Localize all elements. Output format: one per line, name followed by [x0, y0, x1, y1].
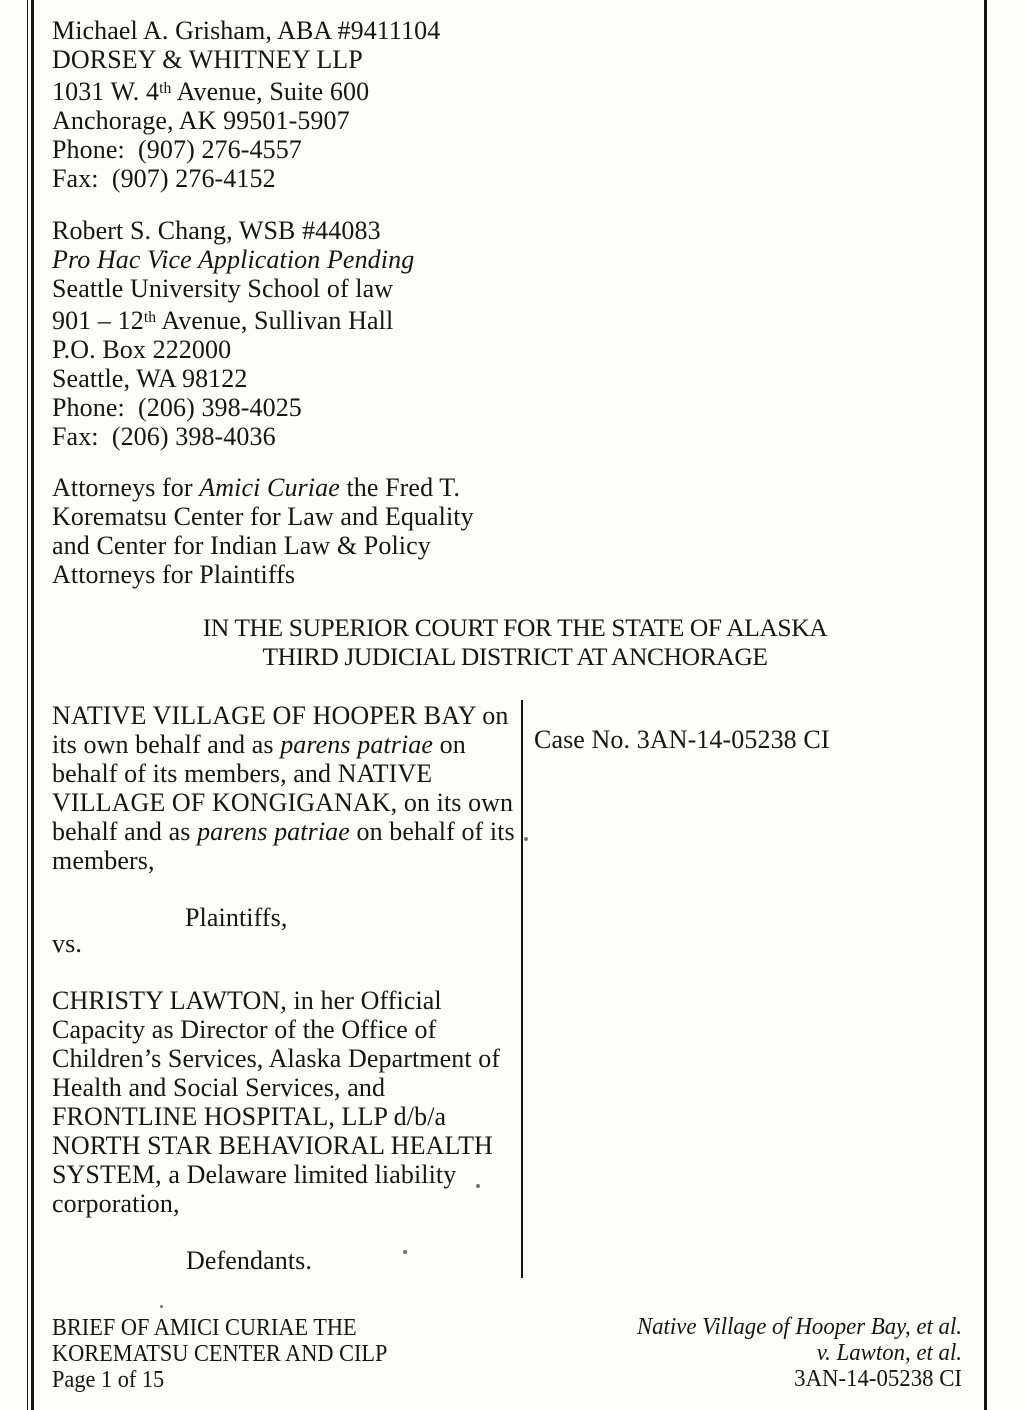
- footer-case-name-line1-text: Native Village of Hooper Bay, et al.: [636, 1314, 962, 1340]
- footer-case-name-line2: [523, 1340, 962, 1366]
- counsel1-addr1-ordinal: th: [159, 80, 172, 97]
- plaintiffs-line4: [52, 788, 515, 817]
- plaintiffs-line3: [52, 759, 515, 788]
- counsel2-pobox: [52, 335, 414, 364]
- case-number: [534, 725, 830, 754]
- plaintiffs-l3-text: behalf of its members, and NATIVE: [52, 759, 433, 788]
- counsel1-addr1-pre: 1031 W. 4: [52, 77, 160, 107]
- plaintiffs-designation: [185, 903, 287, 932]
- footer-left: [52, 1315, 387, 1393]
- defendants-l8-text: corporation,: [52, 1189, 180, 1218]
- footer-title-line1-text: BRIEF OF AMICI CURIAE THE: [52, 1315, 357, 1341]
- counsel2-fax-text: Fax: (206) 398-4036: [52, 422, 276, 452]
- footer-right: [523, 1314, 962, 1392]
- versus-label: [52, 929, 82, 958]
- plaintiffs-l2-italic: parens patriae: [280, 730, 434, 759]
- plaintiffs-l4-text: VILLAGE OF KONGIGANAK, on its own: [52, 788, 514, 817]
- caption-defendants: [52, 986, 500, 1218]
- caption-plaintiffs: [52, 701, 515, 875]
- right-margin-rule: [984, 0, 987, 1410]
- footer-case-name-line1: [523, 1314, 962, 1340]
- defendants-line3: [52, 1044, 500, 1073]
- representation-l1-post: the Fred T.: [339, 473, 460, 502]
- representation-block: [52, 473, 474, 589]
- counsel1-firm-text: DORSEY & WHITNEY LLP: [52, 45, 363, 74]
- court-heading-line2-text: THIRD JUDICIAL DISTRICT AT ANCHORAGE: [262, 642, 768, 671]
- defendants-l7-text: SYSTEM, a Delaware limited liability: [52, 1160, 457, 1189]
- versus-text: vs.: [52, 929, 82, 958]
- footer-case-number: [523, 1366, 962, 1392]
- plaintiffs-line2: [52, 730, 515, 759]
- representation-line4: [52, 560, 474, 589]
- defendants-line2: [52, 1015, 500, 1044]
- footer-page-number-text: Page 1 of 15: [52, 1367, 165, 1393]
- counsel1-address1: [52, 74, 440, 106]
- plaintiffs-line6: [52, 846, 515, 875]
- footer-case-number-text: 3AN-14-05238 CI: [794, 1366, 962, 1392]
- defendants-designation-text: Defendants.: [186, 1246, 312, 1275]
- counsel2-prohac: [52, 245, 414, 274]
- counsel1-addr2-text: Anchorage, AK 99501-5907: [52, 106, 350, 136]
- defendants-line4: [52, 1073, 500, 1102]
- representation-line1: [52, 473, 474, 502]
- court-heading-line2: [32, 642, 998, 671]
- defendants-designation: [186, 1246, 312, 1275]
- counsel2-school: [52, 274, 414, 303]
- court-heading-line1: [32, 613, 998, 642]
- defendants-l3-text: Children’s Services, Alaska Department of: [52, 1044, 501, 1073]
- footer-title-line1: [52, 1315, 387, 1341]
- counsel1-fax: [52, 164, 440, 193]
- defendants-l1-text: CHRISTY LAWTON, in her Official: [52, 986, 442, 1015]
- plaintiffs-l6-text: members,: [52, 846, 155, 875]
- counsel-block-grisham: [52, 16, 440, 193]
- left-margin-rule-outer: [27, 0, 28, 1410]
- counsel2-name: [52, 216, 414, 245]
- counsel1-name: [52, 16, 440, 45]
- caption-divider-rule: [521, 700, 523, 1278]
- footer-case-name-line2-text: v. Lawton, et al.: [816, 1340, 962, 1366]
- counsel2-phone-text: Phone: (206) 398-4025: [52, 393, 302, 423]
- plaintiffs-l5-italic: parens patriae: [197, 817, 350, 846]
- plaintiffs-designation-text: Plaintiffs,: [185, 903, 288, 932]
- counsel1-phone: [52, 135, 440, 164]
- representation-l2-text: Korematsu Center for Law and Equality: [52, 502, 474, 531]
- counsel2-addr1-ordinal: th: [143, 309, 157, 326]
- counsel1-fax-text: Fax: (907) 276-4152: [52, 164, 276, 194]
- counsel-block-chang: [52, 216, 414, 451]
- scan-speck: [524, 837, 528, 841]
- counsel1-firm: [52, 45, 440, 74]
- representation-line2: [52, 502, 474, 531]
- court-heading-line1-text: IN THE SUPERIOR COURT FOR THE STATE OF ALASKA: [202, 613, 828, 642]
- defendants-line1: [52, 986, 500, 1015]
- counsel2-name-text: Robert S. Chang, WSB #44083: [52, 216, 381, 245]
- representation-l4-text: Attorneys for Plaintiffs: [52, 560, 296, 589]
- counsel2-addr2-text: Seattle, WA 98122: [52, 364, 248, 394]
- defendants-l5-text: FRONTLINE HOSPITAL, LLP d/b/a: [52, 1102, 447, 1131]
- defendants-line5: [52, 1102, 500, 1131]
- representation-l1-pre: Attorneys for: [52, 473, 200, 502]
- counsel2-school-text: Seattle University School of law: [52, 274, 394, 303]
- left-margin-rule-inner: [31, 0, 34, 1410]
- plaintiffs-l2-pre: its own behalf and as: [52, 730, 281, 759]
- counsel2-phone: [52, 393, 414, 422]
- footer-title-line2: [52, 1341, 387, 1367]
- defendants-l6-text: NORTH STAR BEHAVIORAL HEALTH: [52, 1131, 493, 1160]
- counsel2-address2: [52, 364, 414, 393]
- scan-speck: [476, 1184, 480, 1188]
- counsel1-addr1-post: Avenue, Suite 600: [171, 77, 370, 107]
- defendants-line6: [52, 1131, 500, 1160]
- counsel2-addr1-post: Avenue, Sullivan Hall: [156, 306, 394, 336]
- counsel2-prohac-text: Pro Hac Vice Application Pending: [52, 245, 415, 274]
- counsel2-pobox-text: P.O. Box 222000: [52, 335, 232, 365]
- plaintiffs-line5: [52, 817, 515, 846]
- counsel1-name-text: Michael A. Grisham, ABA #9411104: [52, 16, 441, 45]
- plaintiffs-l2-post: on: [433, 730, 466, 759]
- plaintiffs-l1-text: NATIVE VILLAGE OF HOOPER BAY on: [52, 701, 509, 730]
- defendants-l4-text: Health and Social Services, and: [52, 1073, 386, 1102]
- scan-speck: [160, 1305, 163, 1308]
- defendants-line7: [52, 1160, 500, 1189]
- defendants-line8: [52, 1189, 500, 1218]
- footer-title-line2-text: KOREMATSU CENTER AND CILP: [52, 1341, 388, 1367]
- plaintiffs-l5-post: on behalf of its: [349, 817, 515, 846]
- counsel2-address1: [52, 303, 414, 335]
- counsel2-fax: [52, 422, 414, 451]
- plaintiffs-l5-pre: behalf and as: [52, 817, 198, 846]
- defendants-l2-text: Capacity as Director of the Office of: [52, 1015, 437, 1044]
- footer-page-number: [52, 1367, 387, 1393]
- counsel1-phone-text: Phone: (907) 276-4557: [52, 135, 302, 165]
- counsel2-addr1-pre: 901 – 12: [52, 306, 144, 336]
- counsel1-address2: [52, 106, 440, 135]
- scan-speck: [403, 1250, 407, 1254]
- court-heading: [32, 613, 998, 671]
- representation-l1-italic: Amici Curiae: [199, 473, 340, 502]
- representation-l3-text: and Center for Indian Law & Policy: [52, 531, 431, 560]
- representation-line3: [52, 531, 474, 560]
- case-number-text: Case No. 3AN-14-05238 CI: [534, 725, 830, 754]
- plaintiffs-line1: [52, 701, 515, 730]
